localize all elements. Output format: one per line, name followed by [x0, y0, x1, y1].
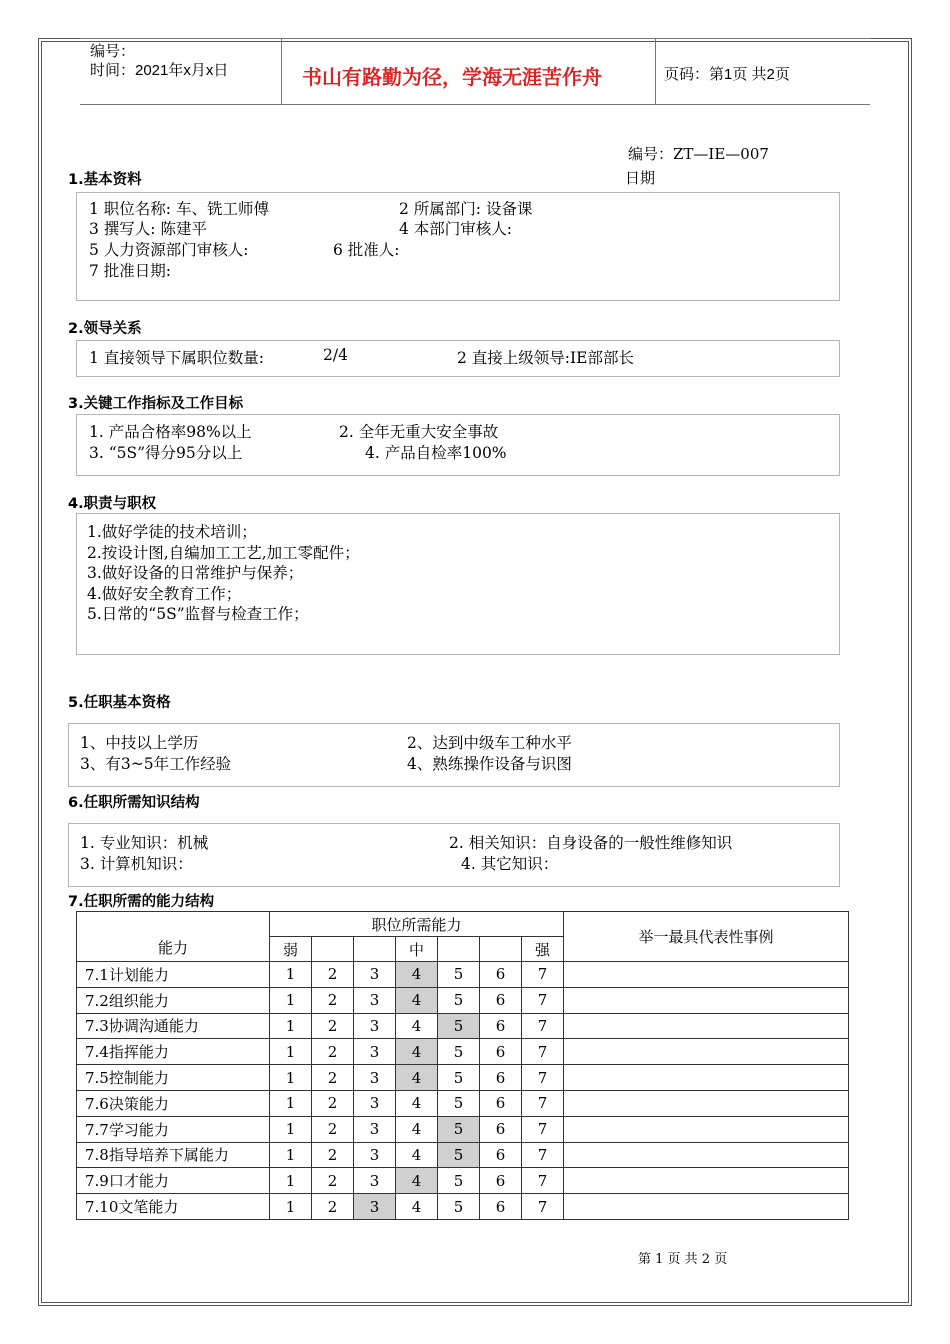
table-row [77, 1142, 849, 1168]
table-row [77, 1039, 849, 1065]
level-cell: 3 [354, 987, 396, 1013]
level-cell: 1 [270, 1142, 312, 1168]
table-row [77, 1194, 849, 1220]
ability-name: 7.5控制能力 [77, 1065, 270, 1091]
level-cell: 6 [480, 1013, 522, 1039]
subordinates-value: 2/4 [323, 346, 348, 364]
position-name: 1 职位名称: 车、铣工师傅 [89, 200, 269, 218]
serial-label: 编号： [90, 43, 136, 60]
table-row [77, 1168, 849, 1194]
section-2-box [76, 340, 840, 377]
table-row [77, 1013, 849, 1039]
level-cell: 4 [396, 1039, 438, 1065]
level-cell: 6 [480, 987, 522, 1013]
scale-strong: 强 [522, 937, 564, 962]
date-label: 日期 [625, 169, 656, 187]
level-cell: 5 [438, 1090, 480, 1116]
level-cell: 5 [438, 1194, 480, 1220]
level-cell: 2 [312, 1013, 354, 1039]
level-cell: 5 [438, 1142, 480, 1168]
section-3-title: 3.关键工作指标及工作目标 [68, 396, 244, 412]
level-cell: 1 [270, 1039, 312, 1065]
level-cell: 6 [480, 1065, 522, 1091]
level-cell: 4 [396, 1116, 438, 1142]
level-cell: 6 [480, 1142, 522, 1168]
duty-item: 5.日常的“5S”监督与检查工作； [87, 605, 309, 623]
example-cell [564, 987, 849, 1013]
knowledge-4: 4. 其它知识： [461, 855, 559, 873]
level-cell: 5 [438, 962, 480, 988]
level-cell: 4 [396, 1090, 438, 1116]
level-cell: 3 [354, 1090, 396, 1116]
knowledge-3: 3. 计算机知识： [80, 855, 193, 873]
section-1-box [76, 192, 840, 301]
kpi-1: 1. 产品合格率98%以上 [89, 423, 252, 441]
section-5-box [68, 723, 840, 787]
level-cell: 7 [522, 1013, 564, 1039]
level-cell: 5 [438, 1116, 480, 1142]
ability-table [76, 911, 849, 1220]
qualification-1: 1、中技以上学历 [80, 734, 199, 752]
level-cell: 7 [522, 987, 564, 1013]
level-cell: 6 [480, 1168, 522, 1194]
scale-weak: 弱 [270, 937, 312, 962]
level-cell: 3 [354, 1142, 396, 1168]
page-footer: 第 1 页 共 2 页 [638, 1252, 728, 1267]
level-cell: 3 [354, 1013, 396, 1039]
ability-name: 7.7学习能力 [77, 1116, 270, 1142]
ability-name: 7.8指导培养下属能力 [77, 1142, 270, 1168]
example-cell [564, 1116, 849, 1142]
level-cell: 1 [270, 1194, 312, 1220]
level-cell: 2 [312, 1142, 354, 1168]
level-cell: 6 [480, 1116, 522, 1142]
level-cell: 7 [522, 1090, 564, 1116]
header-ability: 能力 [77, 912, 270, 962]
ability-name: 7.6决策能力 [77, 1090, 270, 1116]
level-cell: 3 [354, 962, 396, 988]
duty-item: 4.做好安全教育工作； [87, 585, 242, 603]
level-cell: 3 [354, 1194, 396, 1220]
level-cell: 1 [270, 987, 312, 1013]
kpi-4: 4. 产品自检率100% [365, 444, 507, 462]
ability-name: 7.1计划能力 [77, 962, 270, 988]
level-cell: 2 [312, 987, 354, 1013]
level-cell: 5 [438, 1013, 480, 1039]
level-cell: 2 [312, 1065, 354, 1091]
superior: 2 直接上级领导:IE部部长 [457, 349, 634, 367]
level-cell: 1 [270, 1116, 312, 1142]
table-row [77, 987, 849, 1013]
level-cell: 4 [396, 962, 438, 988]
scale-mid: 中 [396, 937, 438, 962]
level-cell: 3 [354, 1168, 396, 1194]
level-cell: 4 [396, 1168, 438, 1194]
table-row [77, 1116, 849, 1142]
example-cell [564, 962, 849, 988]
qualification-2: 2、达到中级车工种水平 [407, 734, 572, 752]
example-cell [564, 1090, 849, 1116]
level-cell: 7 [522, 1168, 564, 1194]
level-cell: 2 [312, 1039, 354, 1065]
section-5-title: 5.任职基本资格 [68, 695, 171, 711]
ability-name: 7.3协调沟通能力 [77, 1013, 270, 1039]
level-cell: 4 [396, 1065, 438, 1091]
example-cell [564, 1168, 849, 1194]
level-cell: 1 [270, 1013, 312, 1039]
level-cell: 4 [396, 1194, 438, 1220]
ability-name: 7.10文笔能力 [77, 1194, 270, 1220]
kpi-2: 2. 全年无重大安全事故 [339, 423, 499, 441]
level-cell: 5 [438, 1039, 480, 1065]
example-cell [564, 1065, 849, 1091]
ability-name: 7.2组织能力 [77, 987, 270, 1013]
level-cell: 3 [354, 1065, 396, 1091]
section-6-title: 6.任职所需知识结构 [68, 795, 200, 811]
example-cell [564, 1194, 849, 1220]
level-cell: 7 [522, 1116, 564, 1142]
section-7-title: 7.任职所需的能力结构 [68, 894, 215, 910]
level-cell: 1 [270, 1065, 312, 1091]
level-cell: 2 [312, 1090, 354, 1116]
time-label: 时间：2021年x月x日 [90, 62, 229, 79]
level-cell: 6 [480, 1194, 522, 1220]
level-cell: 4 [396, 1013, 438, 1039]
qualification-4: 4、熟练操作设备与识图 [407, 755, 572, 773]
page-indicator: 页码：第1页 共2页 [664, 66, 790, 83]
level-cell: 5 [438, 987, 480, 1013]
doc-number: 编号：ZT—IE—007 [628, 145, 769, 163]
level-cell: 7 [522, 1039, 564, 1065]
duty-item: 3.做好设备的日常维护与保养； [87, 564, 304, 582]
writer: 3 撰写人: 陈建平 [89, 220, 207, 238]
example-cell [564, 1039, 849, 1065]
section-6-box [68, 823, 840, 887]
level-cell: 7 [522, 962, 564, 988]
level-cell: 6 [480, 1039, 522, 1065]
approve-date: 7 批准日期: [89, 262, 172, 280]
section-1-title: 1.基本资料 [68, 172, 142, 188]
level-cell: 3 [354, 1116, 396, 1142]
level-cell: 2 [312, 962, 354, 988]
hr-reviewer: 5 人力资源部门审核人: [89, 241, 249, 259]
level-cell: 7 [522, 1065, 564, 1091]
level-cell: 1 [270, 962, 312, 988]
level-cell: 7 [522, 1194, 564, 1220]
level-cell: 6 [480, 1090, 522, 1116]
ability-name: 7.9口才能力 [77, 1168, 270, 1194]
level-cell: 3 [354, 1039, 396, 1065]
level-cell: 5 [438, 1168, 480, 1194]
qualification-3: 3、有3~5年工作经验 [80, 755, 232, 773]
level-cell: 2 [312, 1116, 354, 1142]
knowledge-2: 2. 相关知识：自身设备的一般性维修知识 [449, 834, 733, 852]
section-3-box [76, 414, 840, 476]
approver: 6 批准人: [333, 241, 400, 259]
kpi-3: 3. “5S”得分95分以上 [89, 444, 243, 462]
dept-reviewer: 4 本部门审核人: [399, 220, 513, 238]
level-cell: 4 [396, 987, 438, 1013]
knowledge-1: 1. 专业知识：机械 [80, 834, 209, 852]
level-cell: 7 [522, 1142, 564, 1168]
header-required-level: 职位所需能力 [270, 912, 564, 937]
section-4-title: 4.职责与职权 [68, 496, 157, 512]
table-row [77, 1065, 849, 1091]
level-cell: 1 [270, 1168, 312, 1194]
example-cell [564, 1142, 849, 1168]
ability-name: 7.4指挥能力 [77, 1039, 270, 1065]
level-cell: 6 [480, 962, 522, 988]
duty-item: 1.做好学徒的技术培训； [87, 523, 257, 541]
duty-item: 2.按设计图,自编加工工艺,加工零配件； [87, 544, 360, 562]
level-cell: 1 [270, 1090, 312, 1116]
level-cell: 5 [438, 1065, 480, 1091]
table-row [77, 962, 849, 988]
department: 2 所属部门: 设备课 [399, 200, 533, 218]
level-cell: 2 [312, 1194, 354, 1220]
level-cell: 2 [312, 1168, 354, 1194]
section-4-box [76, 513, 840, 655]
table-row [77, 1090, 849, 1116]
header-example: 举一最具代表性事例 [564, 912, 849, 962]
level-cell: 4 [396, 1142, 438, 1168]
example-cell [564, 1013, 849, 1039]
section-2-title: 2.领导关系 [68, 321, 142, 337]
subordinates-label: 1 直接领导下属职位数量: [89, 349, 265, 367]
header-motto: 书山有路勤为径，学海无涯苦作舟 [302, 65, 602, 89]
